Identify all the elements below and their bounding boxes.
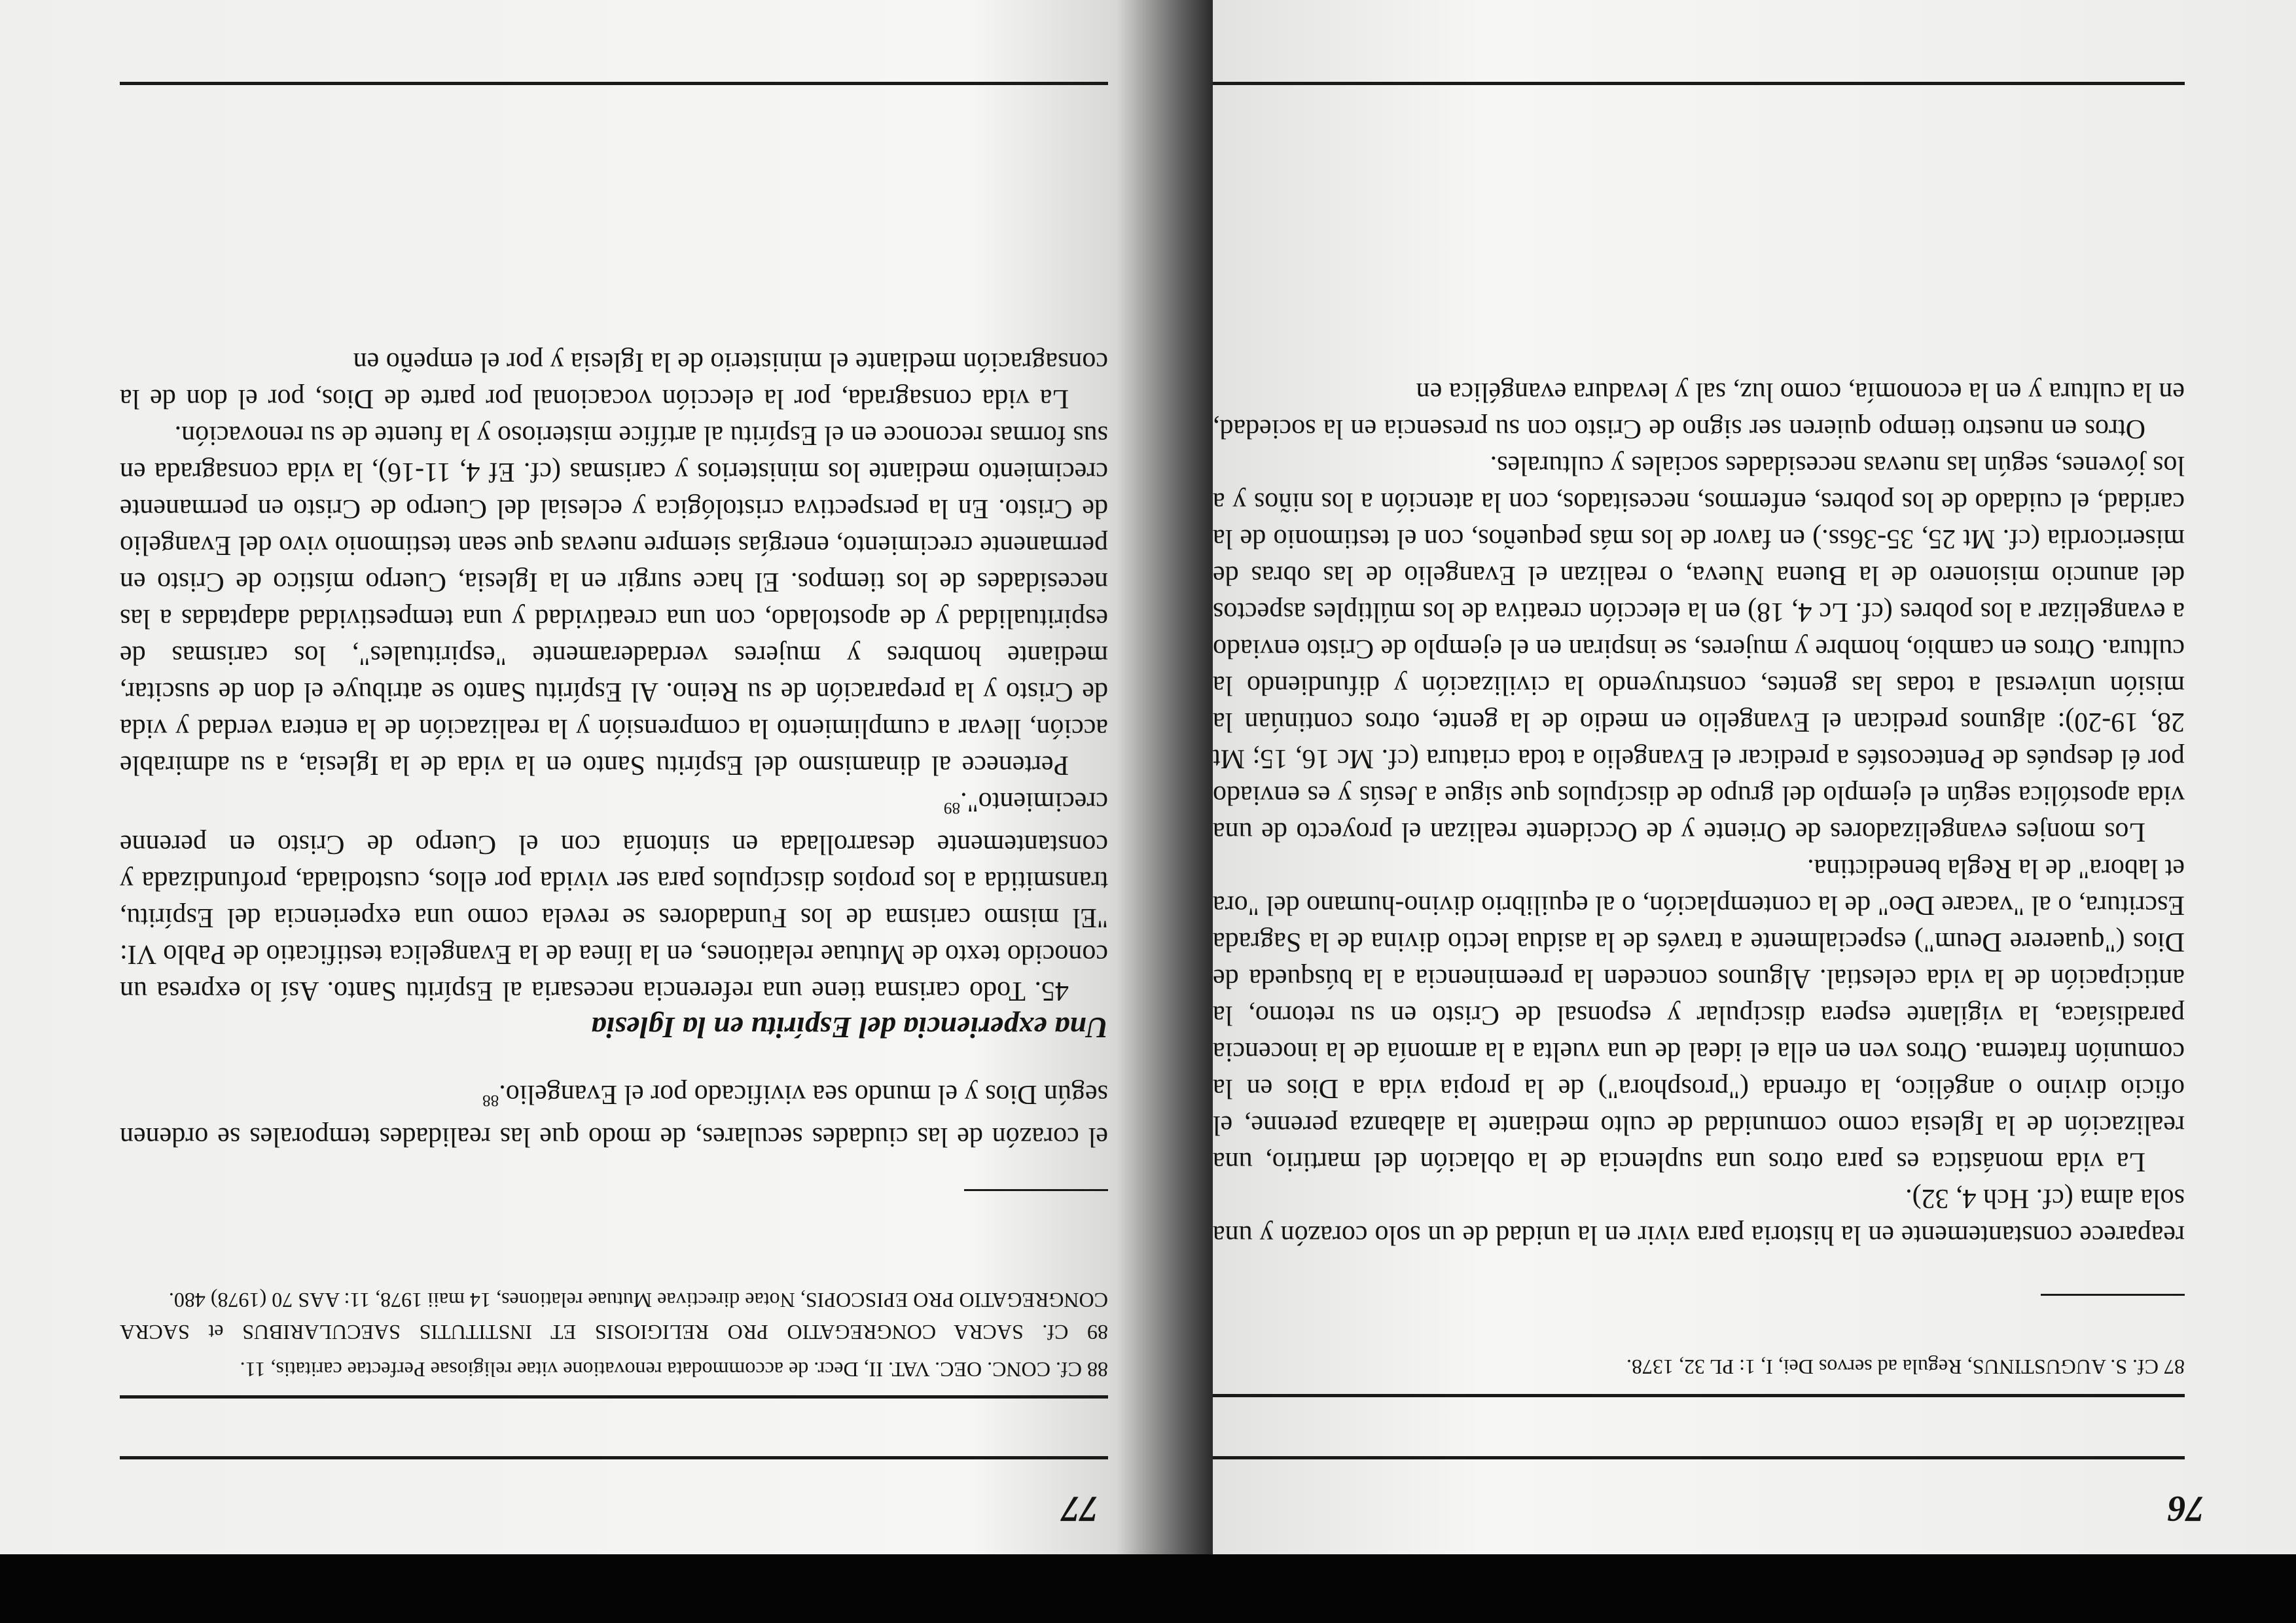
paragraph-continued-text: el corazón de las ciudades seculares, de modo que las realidades temporales se ordenen según Dios y el mundo sea vivificado por el Evangelio. — [120, 1079, 1108, 1152]
footnote-top-rule — [120, 1395, 1108, 1399]
section-heading: Una experiencia del Espíritu en la Iglesia — [591, 1011, 1108, 1044]
paragraph-3: Los monjes evangelizadores de Oriente y de Occidente realizan el proyecto de una vida apostólica según el ejemplo del grupo de discípulos que sigue a Jesús y es enviado por él después de Pentecostés a predicar el Evangelio a toda criatura (cf. Mc 16, 15; Mt 28, 19-20): algunos predican el Evangelio en medio de la gente, otros continúan la misión universal a todas las gentes, construyendo la civilización y difundiendo la cultura. Otros en cambio, hombre y mujeres, se inspiran en el ejemplo de Cristo enviado a evangelizar a los pobres (cf. Lc 4, 18) en la elección creativa de los múltiples aspectos del anuncio misionero de la Buena Nueva, o realizan el Evangelio de las obras de misericordia (cf. Mt 25, 35-36ss.) en favor de los más pequeños, con el testimonio de la caridad, el cuidado de los pobres, enfermos, necesitados, con la atención a los niños y a los jóvenes, según las nuevas necesidades sociales y culturales. — [1213, 450, 2185, 847]
footnote-top-rule — [1213, 1394, 2185, 1397]
footnotes — [120, 1279, 1108, 1385]
footnote-87: 87 Cf. S. AUGUSTINUS, Regula ad servos Dei, I, 1: PL 32, 1378. — [1626, 1355, 2185, 1379]
footnotes — [1213, 1346, 2185, 1383]
footnote-89: 89 Cf. SACRA CONGREGATIO PRO RELIGIOSIS ET INSTITUTIS SAECULARIBUS et SACRA CONGREGATIO PRO EPISCOPIS, Notae directivae Mutuae relationes, 14 maii 1978, 11: AAS 70 (1978) 480. — [120, 1289, 1108, 1344]
paragraph-continued — [120, 1076, 1108, 1155]
page-76 — [1134, 0, 2296, 1554]
footnote-separator — [2041, 1294, 2185, 1296]
note-ref-89: 89 — [943, 799, 961, 817]
paragraph-1: reaparece constantemente en la historia para vivir en la unidad de un solo corazón y una sola alma (cf. Hch 4, 32). — [1213, 1183, 2185, 1250]
top-rule — [120, 82, 1108, 85]
paragraph-45-text: 45. Todo carisma tiene una referencia necesaria al Espíritu Santo. Así lo expresa un conocido texto de Mutuae relationes, en la línea de la Evangelica testificatio de Pablo VI: "El mismo carisma de los Fundadores se revela como una experiencia del Espíritu, transmitida a los propios discípulos para ser vivida por ellos, custodiada, profundizada y constantemente desarrollada en sintonía con el Cuerpo de Cristo en perenne crecimiento". — [120, 787, 1108, 1006]
footnote-88: 88 Cf. CONC. OEC. VAT. II, Decr. de accommodata renovatione vitae religiosae Perfectae caritatis, 11. — [240, 1358, 1108, 1382]
page-number: 76 — [2168, 1488, 2204, 1529]
header-rule — [1213, 1456, 2185, 1459]
note-ref-88: 88 — [482, 1092, 499, 1109]
paragraph-4: Otros en nuestro tiempo quieren ser signo de Cristo con su presencia en la sociedad, en la cultura y en la economía, como luz, sal y levadura evangélica en — [1213, 377, 2185, 444]
body-text — [1213, 108, 2185, 1253]
footnote-separator — [964, 1189, 1108, 1191]
paragraph-3: La vida consagrada, por la elección vocacional por parte de Dios, por el don de la consagración mediante el ministerio de la Iglesia y por el empeño en — [120, 347, 1108, 414]
header-rule — [120, 1456, 1108, 1459]
scanner-edge-band — [0, 1554, 2296, 1623]
paragraph-2: Pertenece al dinamismo del Espíritu Santo en la vida de la Iglesia, a su admirable acción, llevar a cumplimiento la comprensión y la realización de la entera verdad y vida de Cristo y la preparación de su Reino. Al Espíritu Santo se atribuye el don de suscitar, mediante hombres y mujeres verdaderamente "espirituales", los carismas de espiritualidad y de apostolado, con una creatividad y una tempestividad adaptadas a las necesidades de los tiempos. El hace surgir en la Iglesia, Cuerpo místico de Cristo en permanente crecimiento, energías siempre nuevas que sean testimonio vivo del Evangelio de Cristo. En la perspectiva cristológica y eclesial del Cuerpo de Cristo en permanente crecimiento mediante los ministerios y carismas (cf. Ef 4, 11-16), la vida consagrada en sus formas reconoce en el Espíritu al artífice misterioso y la fuente de su renovación. — [120, 420, 1108, 780]
page-number: 77 — [1062, 1488, 1098, 1529]
body-text — [120, 95, 1108, 1155]
top-rule — [1213, 82, 2185, 85]
paragraph-45 — [120, 783, 1108, 1009]
paragraph-2: La vida monástica es para otros una suplencia de la oblación del martirio, una realización de la Iglesia como comunidad de culto mediante la alabanza perenne, el oficio divino o angélico, la ofrenda ("prosphora") de la propia vida a Dios en la comunión fraterna. Otros ven en ella el ideal de una vuelta a la armonía de la inocencia paradisíaca, la vigilante espera discipular y esponsal de Cristo en su retorno, la anticipación de la vida celestial. Algunos conceden la preeminencia a la búsqueda de Dios ("quaerere Deum") especialmente a través de la asidua lectio divina de la Sagrada Escritura, o al "vacare Deo" de la contemplación, o al equilibrio divino-humano del "ora et labora" de la Regla benedictina. — [1213, 853, 2185, 1177]
